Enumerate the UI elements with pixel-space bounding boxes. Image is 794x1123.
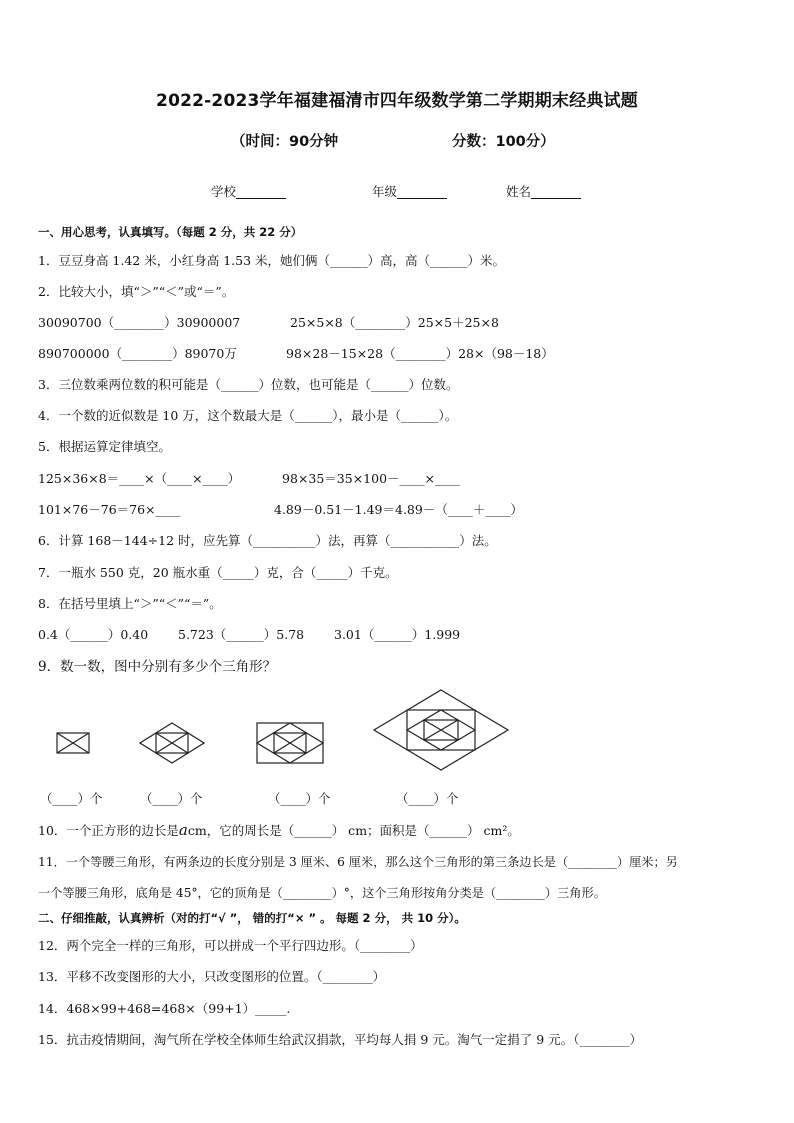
question-8-stem: 8．在括号里填上“＞”“＜”“＝”。 <box>38 596 222 611</box>
name-label: 姓名 <box>506 184 532 199</box>
question-7: 7．一瓶水 550 克，20 瓶水重（_____）克，合（_____）千克。 <box>38 565 398 580</box>
grade-field <box>372 182 447 200</box>
name-blank[interactable] <box>531 184 581 199</box>
name-field <box>506 182 581 200</box>
question-11-line-2: 一个等腰三角形，底角是 45°，它的顶角是（________）°，这个三角形按角分类是（________）三角形。 <box>38 886 606 900</box>
question-13: 13．平移不改变图形的大小，只改变图形的位置。（________） <box>38 969 386 984</box>
question-15: 15．抗击疫情期间，淘气所在学校全体师生给武汉捐款，平均每人捐 9 元。淘气一定捐了 9 元。（________） <box>38 1032 642 1047</box>
question-8c: 3.01（______）1.999 <box>334 627 461 642</box>
triangle-figure-3 <box>256 722 324 764</box>
question-12: 12．两个完全一样的三角形，可以拼成一个平行四边形。（________） <box>38 938 423 953</box>
figure-2-answer: （____）个 <box>140 791 203 806</box>
question-2a: 30090700（________）30900007 <box>38 315 241 330</box>
section-1-heading: 一、用心思考，认真填写。（每题 2 分，共 22 分） <box>38 225 303 239</box>
question-3: 3．三位数乘两位数的积可能是（______）位数，也可能是（______）位数。 <box>38 377 459 392</box>
triangle-figure-1 <box>56 732 90 754</box>
question-1: 1．豆豆身高 1.42 米，小红身高 1.53 米，她们俩（______）高，高（______）米。 <box>38 253 506 268</box>
question-2d: 98×28－15×28（________）28×（98－18） <box>286 346 554 361</box>
question-14: 14．468×99+468=468×（99+1）_____. <box>38 1001 291 1016</box>
school-label: 学校 <box>211 184 237 199</box>
question-9-stem: 9．数一数，图中分别有多少个三角形？ <box>38 659 277 675</box>
school-field <box>211 182 286 200</box>
question-5d: 4.89－0.51－1.49＝4.89－（____＋____） <box>274 502 523 517</box>
question-6: 6．计算 168－144÷12 时，应先算（__________）法，再算（___________）法。 <box>38 533 497 548</box>
question-4: 4．一个数的近似数是 10 万，这个数最大是（______），最小是（______）。 <box>38 408 458 423</box>
question-10-part1: 10．一个正方形的边长是 <box>38 823 179 838</box>
question-5-stem: 5．根据运算定律填空。 <box>38 439 171 454</box>
figure-3-answer: （____）个 <box>268 791 331 806</box>
question-10 <box>38 821 520 839</box>
question-5b: 98×35＝35×100－____×____ <box>282 471 460 486</box>
exam-time: （时间：90分钟 <box>231 134 339 150</box>
grade-blank[interactable] <box>397 184 447 199</box>
question-5c: 101×76－76＝76×____ <box>38 502 181 517</box>
question-8a: 0.4（______）0.40 <box>38 627 149 642</box>
school-blank[interactable] <box>236 184 286 199</box>
question-2-stem: 2．比较大小，填“＞”“＜”或“＝”。 <box>38 284 235 299</box>
triangle-figure-2 <box>139 722 205 764</box>
figure-1-answer: （____）个 <box>40 791 103 806</box>
side-length-variable: a <box>178 821 188 839</box>
question-11-line-1: 11．一个等腰三角形，有两条边的长度分别是 3 厘米、6 厘米，那么这个三角形的第三条边长是（________）厘米；另 <box>38 855 678 869</box>
triangle-figure-4 <box>373 689 509 771</box>
question-2b: 25×5×8（________）25×5＋25×8 <box>290 315 499 330</box>
question-5a: 125×36×8＝____×（____×____） <box>38 471 241 486</box>
question-2c: 890700000（________）89070万 <box>38 346 237 361</box>
question-10-part2: cm，它的周长是（______） cm；面积是（______） cm²。 <box>187 823 520 838</box>
question-8b: 5.723（______）5.78 <box>178 627 305 642</box>
grade-label: 年级 <box>372 184 398 199</box>
section-2-heading: 二、仔细推敲，认真辨析（对的打“√ ”， 错的打“× ” 。 每题 2 分， 共 10 分）。 <box>38 911 466 925</box>
figure-4-answer: （____）个 <box>396 791 459 806</box>
exam-score: 分数：100分） <box>452 134 555 150</box>
page-title: 2022-2023学年福建福清市四年级数学第二学期期末经典试题 <box>156 91 638 111</box>
